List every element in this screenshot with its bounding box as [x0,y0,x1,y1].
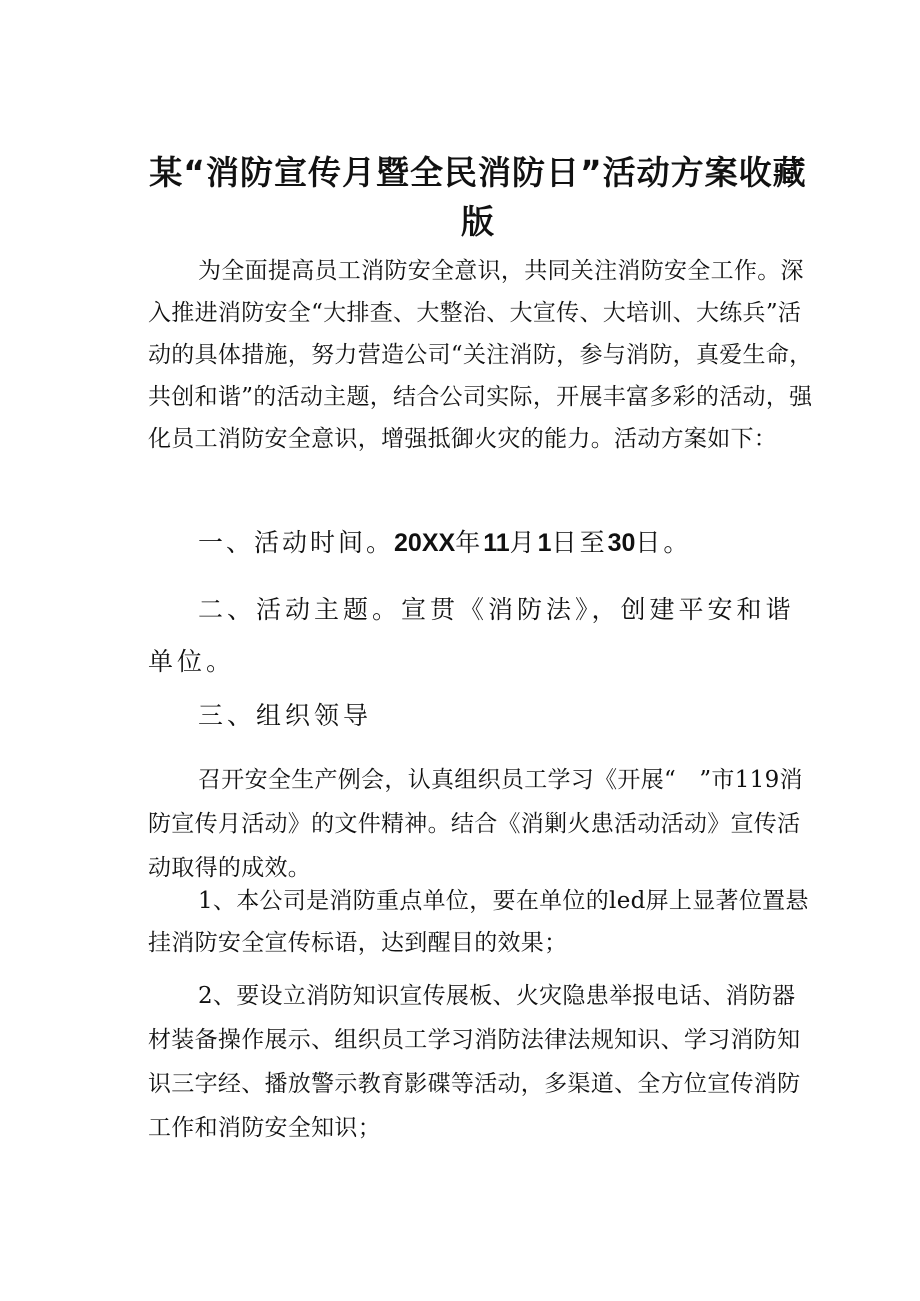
activity-day-to: 日至 [551,528,608,557]
document-title: 某“消防宣传月暨全民消防日”活动方案收藏版 [149,153,807,241]
activity-month: 11 [483,529,510,557]
activity-end-day: 30 [607,529,636,557]
intro-paragraph: 为全面提高员工消防安全意识，共同关注消防安全工作。深入推进消防安全“大排查、大整治、大宣传、大培训、大练兵”活动的具体措施，努力营造公司“关注消防，参与消防，真爱生命，共创和谐”的活动主题，结合公司实际，开展丰富多彩的活动，强化员工消防安全意识，增强抵御火灾的能力。活动方案如下： [148,258,813,452]
activity-theme-section: 二、活动主题。宣贯《消防法》，创建平安和谐单位。 [148,595,795,676]
list-item-1: 1、本公司是消防重点单位，要在单位的led屏上显著位置悬挂消防安全宣传标语，达到醒目的效果； [148,888,809,956]
activity-time-prefix: 一、活动时间。 [198,528,395,557]
activity-year-suffix: 年 [455,528,484,557]
list-item-2: 2、要设立消防知识宣传展板、火灾隐患举报电话、消防器材装备操作展示、组织员工学习消防法律法规知识、学习消防知识三字经、播放警示教育影碟等活动，多渠道、全方位宣传消防工作和消防安全知识； [148,983,801,1141]
activity-month-suffix: 月 [509,528,538,557]
activity-start-day: 1 [537,529,552,557]
activity-time-section [148,522,816,564]
organization-paragraph: 召开安全生产例会，认真组织员工学习《开展“ ”市119消防宣传月活动》的文件精神。结合《消剿火患活动活动》宣传活动取得的成效。 [148,767,803,881]
activity-year: 20XX [394,529,456,557]
organization-heading: 三、组织领导 [198,701,373,730]
activity-end-suffix: 日。 [635,528,692,557]
